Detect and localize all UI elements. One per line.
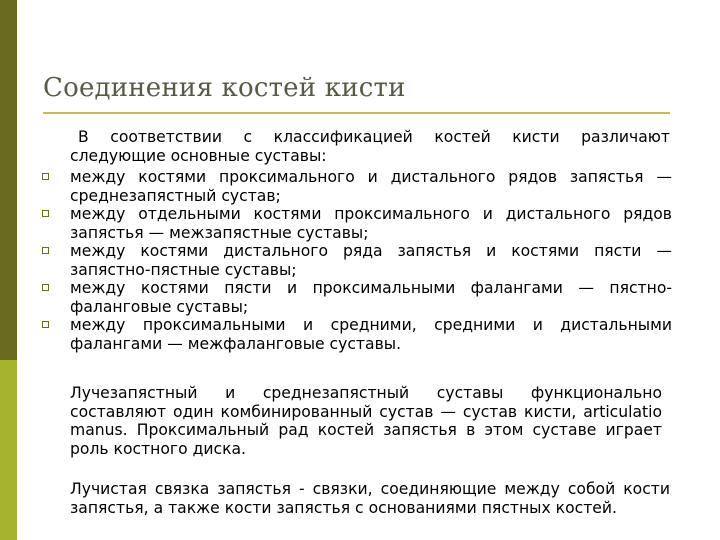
list-item-text: между костями пясти и проксимальными фалангами — пястно-фаланговые суставы; (70, 279, 672, 316)
list-item (40, 168, 672, 205)
square-bullet-icon (42, 173, 49, 180)
wrist-joint-paragraph: Лучезапястный и среднезапястный суставы функционально составляют один комбинированный сустав — сустав кисти, articulatio manus. Проксимальный рад костей запястья в этом суставе играет роль костного диска. (70, 384, 662, 458)
radiate-ligament-paragraph: Лучистая связка запястья - связки, соединяющие между собой кости запястья, а также кости запястья с основаниями пястных костей. (70, 480, 670, 517)
square-bullet-icon (42, 321, 49, 328)
list-item (40, 205, 672, 242)
slide-title: Соединения костей кисти (43, 73, 406, 103)
title-underline (43, 112, 670, 114)
list-item (40, 279, 672, 316)
square-bullet-icon (42, 247, 49, 254)
list-item (40, 316, 672, 353)
list-item-text: между костями дистального ряда запястья и костями пясти — запястно-пястные суставы; (70, 242, 672, 279)
sidebar-light-segment (0, 360, 17, 540)
list-item-text: между проксимальными и средними, средними и дистальными фалангами — межфаланговые суставы. (70, 316, 672, 353)
list-item (40, 242, 672, 279)
square-bullet-icon (42, 210, 49, 217)
sidebar-accent-bar (0, 0, 17, 540)
list-item-text: между костями проксимального и дистального рядов запястья — среднезапястный сустав; (70, 168, 672, 205)
square-bullet-icon (42, 284, 49, 291)
intro-paragraph: В соответствии с классификацией костей кисти различают следующие основные суставы: (70, 128, 670, 165)
joint-list (40, 168, 672, 353)
list-item-text: между отдельными костями проксимального и дистального рядов запястья — межзапястные суставы; (70, 205, 672, 242)
sidebar-dark-segment (0, 0, 17, 360)
